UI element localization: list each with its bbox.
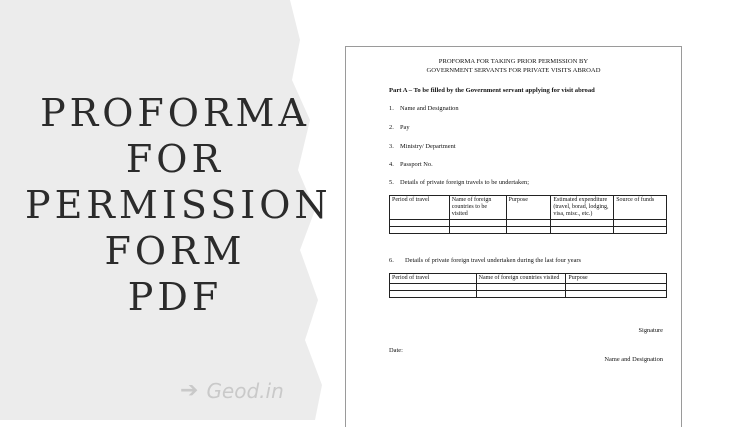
- banner-title: [25, 90, 332, 320]
- date-label: Date:: [389, 347, 403, 354]
- item-label: Details of private foreign travels to be undertaken;: [400, 179, 530, 186]
- planned-travel-table: [389, 195, 667, 234]
- form-item: [389, 124, 410, 131]
- item-label: Passport No.: [400, 161, 433, 168]
- table-row: [390, 284, 667, 291]
- table-header-cell: Purpose: [506, 196, 551, 220]
- table-header-cell: Purpose: [566, 274, 667, 284]
- table-row: [390, 227, 667, 234]
- form-item: [389, 161, 433, 168]
- table-header-cell: Source of funds: [614, 196, 667, 220]
- table-header-cell: Estimated expenditure (travel, borad, lodging, visa, misc., etc.): [551, 196, 614, 220]
- document-heading-line: PROFORMA FOR TAKING PRIOR PERMISSION BY: [438, 58, 589, 65]
- item-number: 2.: [389, 124, 394, 131]
- table-header-cell: Name of foreign countries visited: [476, 274, 566, 284]
- item-number: 5.: [389, 179, 394, 186]
- past-travel-table: [389, 273, 667, 298]
- arrow-right-icon: ➔: [180, 378, 199, 403]
- item-number: 4.: [389, 161, 394, 168]
- signature-label: Signature: [638, 327, 663, 334]
- name-designation-label: Name and Designation: [604, 356, 663, 363]
- table-header-row: [390, 196, 667, 220]
- table-header-cell: Period of travel: [390, 196, 450, 220]
- item-label: Ministry/ Department: [400, 143, 456, 150]
- banner-title-line: PDF: [127, 275, 223, 319]
- item-number: 1.: [389, 105, 394, 112]
- document-page: [345, 46, 682, 427]
- banner-title-line: PROFORMA: [40, 91, 310, 135]
- table-row: [390, 220, 667, 227]
- table-row: [390, 291, 667, 298]
- item-number: 6.: [389, 257, 394, 264]
- table-header-cell: Name of foreign countries to be visited: [449, 196, 506, 220]
- form-item: [389, 257, 581, 264]
- form-item: [389, 143, 456, 150]
- banner-title-line: FOR: [125, 137, 225, 181]
- brand-watermark: [180, 378, 284, 403]
- item-label: Name and Designation: [400, 105, 459, 112]
- form-item: [389, 105, 459, 112]
- form-item: [389, 179, 529, 186]
- banner-title-line: PERMISSION: [25, 183, 332, 227]
- table-header-row: [390, 274, 667, 284]
- table-header-cell: Period of travel: [390, 274, 477, 284]
- document-heading: [346, 57, 681, 75]
- item-number: 3.: [389, 143, 394, 150]
- banner-title-line: FORM: [104, 229, 246, 273]
- part-a-heading: Part A – To be filled by the Government servant applying for visit abroad: [389, 87, 595, 94]
- item-label: Pay: [400, 124, 410, 131]
- brand-text: Geod.in: [206, 378, 284, 403]
- document-heading-line: GOVERNMENT SERVANTS FOR PRIVATE VISITS ABROAD: [426, 67, 601, 74]
- item-label: Details of private foreign travel undertaken during the last four years: [405, 257, 582, 264]
